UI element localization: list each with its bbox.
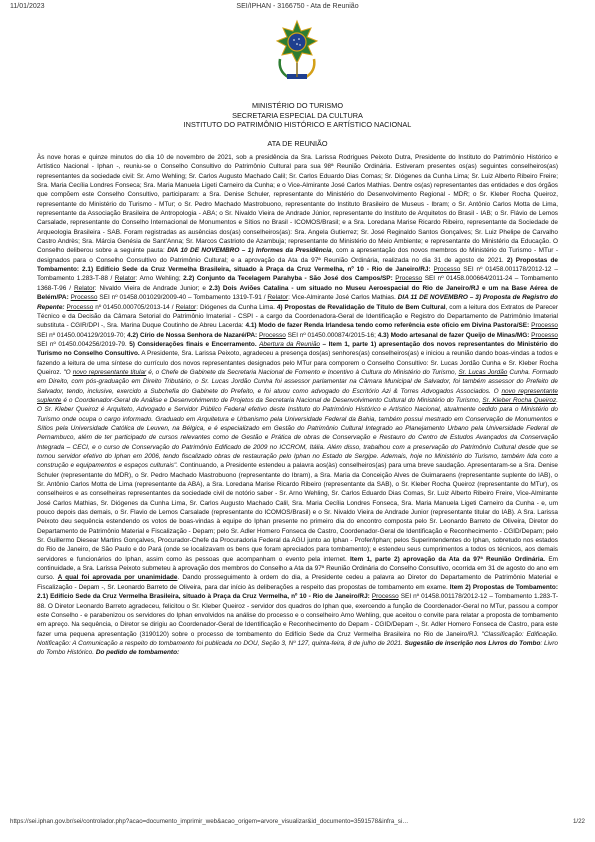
text-segment: Relator bbox=[267, 294, 289, 302]
text-segment: Continuando, a Presidente estendeu a palavra aos(às) conselheiros(as) para uma breve saudação. Apresentaram-se a Sra. Denise Schuler (representante do MDR), o Sr. Pedro Machado Mastrobuono (representante do Ibram), a Sra. Maria da Conceição Alves de Guimaraens (representante suplente do IAB), o Sr. Antônio Carlos Motta de Lima (representante da ABA), a Sra. Loredana Marise Ricardo Ribeiro (representante da SAB), o Sr. Kleber Rocha Queiroz (representante do MTur), os conselheiros e as conselheiras representantes da sociedade civil de notório saber - Sr. Arno Wehling, Sr. Carlos Eduardo Dias Comas, Sr. Luiz Alberto Ribeiro Freire, Vice-Almirante José Carlos Mathias, Sr. Diógenes da Cunha Lima, Sr. Carlos Augusto Machado Calil, Sra. Maria Cecília Londres Fonseca, Sra. Maria Manuela Ligeti Carneiro da Cunha - e, um pouco depois das demais, o Sr. Flavio de Lemos Carsalade (representante do ICOMOS/Brasil) e o Sr. Nivaldo Vieira de Andrade Junior (representante titular do IAB). A Sra. Larissa Peixoto deu sequência estendendo os votos de boas-vindas à equipe do Iphan presente no primeiro dia do encontro composta pelo Sr. Leonardo Barreto de Oliveira, Diretor do Departamento de Patrimônio Material e Fiscalização - Depam; pelo Sr. Adler Homero Fonseca de Castro, Coordenador-Geral de Identificação e Reconhecimento - CGID/Depam; pelo Sr. Guillermo Diesear Martins Gonçalves, Procurador-Chefe da Procuradoria Federal da AGU junto ao Iphan - Profer/Iphan; pelos Superintendentes do Iphan, sobretudo nos estados do Rio de Janeiro, de São Paulo e do Pará (onde se localizavam os bens que foram apreciados para tombamento); e estendeu seus cumprimentos a todos os técnicos, aos demais servidores e funcionários do Iphan, assim como às pessoas que acompanham o evento pela internet. bbox=[37, 462, 558, 563]
text-segment: Processo bbox=[70, 294, 98, 302]
text-segment: Processo bbox=[531, 322, 558, 330]
text-segment: 4.3) Modo artesanal de fazer Queijo de Minas/MG: bbox=[377, 331, 532, 339]
institute-name: INSTITUTO DO PATRIMÔNIO HISTÓRICO E ARTÍSTICO NACIONAL bbox=[183, 120, 412, 130]
text-segment: novo representante titular bbox=[72, 368, 147, 376]
text-segment: , com a leitura dos Extratos de Parecer Técnico e da Decisão da Câmara Setorial do Patrimônio Imaterial - CSPI - a cargo da Coordenadora-Geral de Identificação e Registro do Departamento de Patrimônio Imaterial substituta - CGIR/DPI -, Sra. Marina Duque Coutinho de Abreu Lacerda: bbox=[37, 303, 558, 330]
text-segment: Do pedido de tombamento: bbox=[95, 649, 180, 657]
text-segment: nº 01450.000705/2013-14 / bbox=[93, 303, 176, 311]
text-segment: SEI nº 01458.001178/2012-12 – Tombamento 1.283-T-88 / bbox=[37, 266, 558, 283]
minutes-paragraph bbox=[37, 153, 558, 658]
text-segment: "Classificação: Edificação. Notificação: A Comunicação a respeito do tombamento foi publicada no DOU, Seção 3, Nº 127, quinta-feira, 8 de julho de 2021. bbox=[37, 630, 558, 647]
text-segment: 4.2) Círio de Nossa Senhora de Nazaré/PA: bbox=[127, 331, 259, 339]
text-segment: DIA 10 DE NOVEMBRO – 1) Informes da Presidência bbox=[167, 247, 332, 255]
text-segment: , com a apresentação dos novos membros do Ministério do Turismo - MTur - designados para o Conselho Consultivo do Patrimônio Cultural; e a aprovação da Ata da 97ª Reunião Ordinária, realizada no dia 31 de agosto de 2021. bbox=[37, 247, 558, 264]
text-segment: Sr. Kleber Rocha Queiroz bbox=[482, 396, 557, 404]
text-segment: SEI nº 01450.004256/2019-79. bbox=[37, 340, 130, 348]
text-segment: . Dando prosseguimento à ordem do dia, a Presidente cedeu a palavra ao Diretor do Departamento de Patrimônio Material e Fiscalização - Depam -, Sr. Leonardo Barreto de Oliveira, para dar início às deliberações a respeito das propostas de tombamento em exame. bbox=[37, 574, 558, 591]
text-segment: A Presidente, Sra. Larissa Peixoto, agradeceu a presença dos(as) senhores(as) conselheiros(as) e iniciou a reunião dando boas-vindas a todos e fazendo a leitura de uma síntese do currículo dos novos representantes designados pelo MTur para comporem o Conselho Consultivo: Sr. Lucas Jordão Cunha e Sr. Kleber Rocha Queiroz. bbox=[37, 350, 558, 376]
text-segment: Sugestão de inscrição nos Livros do Tombo bbox=[404, 639, 541, 647]
text-segment: SEI nº 01458.000664/2011-24 – Tombamento 1368-T-96 / bbox=[37, 275, 558, 292]
brazil-coat-of-arms-icon bbox=[274, 19, 320, 85]
text-segment: Processo bbox=[66, 303, 94, 311]
text-segment: Sr. Lucas Jordão bbox=[458, 368, 508, 376]
text-segment: Cunha. Formado em Direito, com pós-graduação em Direito Tributário, o Sr. Lucas Jordão Cunha foi assessor parlamentar na Câmara Municipal de Salvador, foi também assessor do Prefeito de Salvador, tendo, inclusive, exercido a Subchefia do Gabinete do Prefeito, e foi atuou como advogado do Escritório Azi & Torres Advogados Associados. O bbox=[37, 368, 558, 395]
text-segment: SEI nº 01458.001029/2009-40 – Tombamento 1319-T-91 / bbox=[97, 294, 268, 302]
text-segment: : Vice-Almirante José Carlos Mathias. bbox=[288, 294, 398, 302]
text-segment: 2.3) Dois Aviões Catalina - um situado no Museu Aeroespacial do Rio de Janeiro/RJ e um na Base Aérea de Belém/PA: bbox=[37, 284, 558, 302]
text-segment: é, o Chefe de Gabinete da Secretaria Nacional de Fomento e Incentivo à Cultura do Ministério do Turismo, bbox=[146, 368, 459, 376]
text-segment: 2) Propostas de Tombamento: 2.1) Edifício Sede da Cruz Vermelha Brasileira, situado à Praça da Cruz Vermelha, nº 10 - Rio de Janeiro/RJ: bbox=[37, 256, 558, 274]
document-url[interactable]: https://sei.iphan.gov.br/sei/controlador.php?acao=documento_imprimir_web&acao_origem=arvore_visualizar&id_documento=3591578&infra_si… bbox=[10, 818, 409, 825]
text-segment: Processo bbox=[433, 266, 461, 274]
text-segment: A qual foi aprovada por unanimidade bbox=[57, 574, 178, 582]
text-segment: : Nivaldo Vieira de Andrade Junior; e bbox=[94, 284, 209, 292]
print-date: 11/01/2023 bbox=[10, 3, 45, 10]
text-segment: – Item 1, parte 1) apresentação dos novos representantes do Ministério do Turismo no Conselho Consultivo. bbox=[37, 340, 558, 358]
text-segment: 4) Propostas de Revalidação de Título de Bem Cultural bbox=[276, 303, 446, 311]
text-segment: Relator bbox=[114, 275, 136, 283]
institution-block bbox=[0, 101, 595, 130]
text-segment: : Diógenes da Cunha Lima. bbox=[196, 303, 277, 311]
text-segment: 4.1) Modo de fazer Renda Irlandesa tendo como referência este ofício em Divina Pastora/SE: bbox=[245, 322, 532, 330]
text-segment: . O Sr. Kleber Queiroz é Arquiteto, Advogado e Servidor Público Federal efetivo deste Instituto do Patrimônio Histórico e Artístico Nacional, atualmente cedido para o Ministério do Turismo onde ocupa o cargo informado. Graduado em Arquitetura e Urbanismo pela Universidade Federal da Bahia, também possui mestrado em Conservação de Monumentos e Sítios pela Universidade Católica de Leuven, na Bélgica, e é especializado em Gestão do Patrimônio Cultural Integrado ao Planejamento Urbano pela Universidade Federal de Pernambuco, além de ter participado de cursos relevantes como de Gestão e Prática de obras de Conservação e Restauro do Centro de Estudos Avançados da Conservação Integrada – CECI, e o curso de Conservação do Patrimônio Edificado de 2009 no ICCROM, Itália. Além disso, trabalhou com a preservação do Patrimônio Cultural desde que se tornou servidor efetivo do Iphan em 2006, tendo fiscalizado obras de restauração pelo Iphan no Estado de Sergipe. Ademais, hoje no Ministério do Turismo, também lida com a construção e equipamentos e espaços culturais". bbox=[37, 396, 558, 470]
text-segment: 2.2) Conjunto da Tecelagem Parahyba - São José dos Campos/SP: bbox=[183, 275, 396, 283]
text-segment: Relator bbox=[74, 284, 95, 292]
document-title: ATA DE REUNIÃO bbox=[267, 139, 328, 148]
text-segment: Processo bbox=[395, 275, 423, 283]
text-segment: DIA 11 DE NOVEMBRO – 3) Proposta de Registro do Repente: bbox=[37, 294, 558, 311]
text-segment: Relator bbox=[175, 303, 197, 311]
text-segment: SEI nº 01450.004129/2019-70; bbox=[37, 331, 128, 339]
text-segment: : Arno Wehling; bbox=[135, 275, 184, 283]
secretariat-name: SECRETARIA ESPECIAL DA CULTURA bbox=[232, 110, 363, 120]
text-segment: Em continuidade, a Sra. Larissa Peixoto submeteu à aprovação dos membros do Conselho a Ata da 97ª Reunião Ordinária do Conselho Consultivo, ocorrida em 31 de agosto do ano em curso. bbox=[37, 555, 558, 582]
page-number: 1/22 bbox=[572, 818, 585, 825]
print-title: SEI/IPHAN - 3166750 - Ata de Reunião bbox=[236, 3, 359, 10]
text-segment: SEI nº 01450.000874/2015-16; bbox=[285, 331, 378, 339]
text-segment: Processo bbox=[371, 593, 399, 601]
text-segment: Processo bbox=[258, 331, 286, 339]
text-segment: Às nove horas e quinze minutos do dia 10 de novembro de 2021, sob a presidência da Sra. Larissa Rodrigues Peixoto Dutra, Presidente do Instituto do Patrimônio Histórico e Artístico Nacional - Iphan -, reuniu-se o Conselho Consultivo do Patrimônio Cultural para sua 98ª Reunião Ordinária. Estiveram presentes os(as) seguintes conselheiros(as) representantes da sociedade civil: Sr. Arno Wehling; Sr. Carlos Augusto Machado Calil; Sr. Carlos Eduardo Dias Comas; Sr. Diógenes da Cunha Lima; Sr. Luiz Alberto Ribeiro Freire; Sra. Maria Cecília Londres Fonseca; Sra. Maria Manuela Ligeti Carneiro da Cunha; e o Vice-Almirante José Carlos Mathias. Dentre os(as) representantes das entidades e dos órgãos que compõem este Conselho Consultivo, participaram: a Sra. Denise Schuler, representante do Ministério do Desenvolvimento Regional - MDR; o Sr. Kleber Rocha Queiroz, representante do Ministério do Turismo - MTur; o Sr. Pedro Machado Mastrobuono, representante do Instituto Brasileiro de Museus - Ibram; o Sr. Antônio Carlos Motta de Lima, representante da Associação Brasileira de Antropologia - ABA; o Sr. Nivaldo Vieira de Andrade Júnior, representante do Instituto de Arquitetos do Brasil - IAB; o Sr. Flávio de Lemos Carsalade, representante do Conselho Internacional de Monumentos e Sítios no Brasil - ICOMOS/Brasil; e a Sra. Loredana Marise Ricardo Ribeiro, representante da Sociedade de Arqueologia Brasileira - SAB. Foram registradas as ausências dos(as) conselheiros(as): Sra. Angela Gutierrez; Sr. José Reginaldo Santos Gonçalves; Sr. Luiz Phelipe de Carvalho Castro Andrès; Sra. Márcia Genésia de Sant'Anna; Sr. Marcos Castrioto de Azambuja; representante do Ministério do Meio Ambiente; e representante do Ministério da Educação. O Conselho deliberou sobre a seguinte pauta: bbox=[37, 154, 558, 255]
text-segment: é o Coordenador-Geral de Análise e Desenvolvimento de Projetos da Secretaria Nacional de Desenvolvimento Cultural do Ministério do Turismo, bbox=[61, 396, 483, 404]
text-segment: Abertura da Reunião bbox=[259, 340, 320, 348]
text-segment: Item 1, parte 2) aprovação da Ata da 97ª Reunião Ordinária. bbox=[349, 555, 546, 563]
text-segment: : Livro do Tombo Histórico. bbox=[37, 639, 558, 657]
text-segment: Item 2) Propostas de Tombamento: 2.1) Edifício Sede da Cruz Vermelha Brasileira, situado à Praça da Cruz Vermelha, nº 10 - Rio de Janeiro/RJ: bbox=[37, 583, 558, 601]
ministry-name: MINISTÉRIO DO TURISMO bbox=[251, 101, 344, 110]
text-segment: 5) Considerações finais e Encerramento. bbox=[129, 340, 260, 348]
text-segment: novo representante suplente bbox=[37, 387, 558, 404]
meeting-minutes-body bbox=[37, 153, 558, 813]
text-segment: SEI nº 01458.001178/2012-12 – Tombamento 1.283-T-88. O Diretor Leonardo Barreto agradeceu, felicitou o Sr. Kleber Queiroz - servidor dos quadros do Iphan que, exercendo a função de Coordenador-Geral no MTur, passou a compor este Conselho - e parabenizou os servidores do Iphan envolvidos na análise do processo e o conselheiro Arno Wehling, que aceitou o convite para relatar a proposta de tombamento em apreço. Na sequência, o Diretor se dirigiu ao Coordenador-Geral de Identificação e Reconhecimento do Depam - CGID/Depam -, Sr. Adler Homero Fonseca de Castro, para este fazer uma pequena apresentação (3190120) sobre o processo de tombamento do Edifício Sede da Cruz Vermelha Brasileira no Rio de Janeiro/RJ. bbox=[37, 593, 558, 638]
text-segment: "O bbox=[63, 368, 73, 376]
text-segment: Processo bbox=[531, 331, 558, 339]
